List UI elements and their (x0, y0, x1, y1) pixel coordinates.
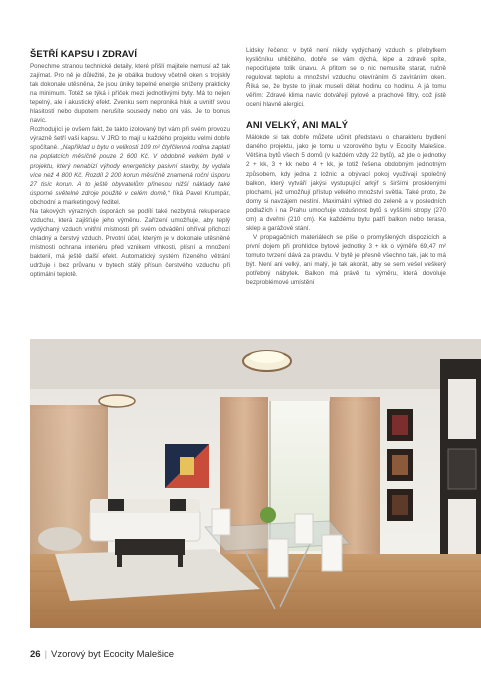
interior-photo (30, 339, 481, 628)
painting-icon (165, 444, 209, 488)
ceiling-lamp-icon (99, 395, 135, 407)
picture-frame-icon (387, 409, 413, 521)
paragraph: Málokde si tak dobře můžete učinit představu o charakteru bydlení daného projektu, jako je tomu u vzorového bytu v Ecocity Malešice. Většina bytů všech 5 domů (v každém vždy 22 bytů), až jde o jednotky 2 + kk, 3 + kk nebo 4 + kk, je totiž řešena obdobným jednotným způsobem, kdy jedna z ložnic a obývací pokoj využívají společný balkon, který vytváří jakýsi vystupující arkýř s širšími prosklenými plochami, jež umožňují přístup velkého množství světla. Také proto, že domy si navzájem nestíní. Maximální výhled do zeleně a v posledních podlažích i na Prahu umocňuje vzdušnost bytů s vyššími stropy (270 cm) a dveřmi (210 cm). Ke každému bytu patří balkon nebo terasa, sklep a garážové stání. (246, 134, 446, 232)
paragraph: Na takových výrazných úsporách se podílí také nezbytná rekuperace vzduchu, která zajišťuje jeho výměnu. Zařízení umožňuje, aby teplý vydýchaný vzduch vnitřní místnosti při svém odvádění ohříval přichozí chladný a čerstvý vzduch. Prvotní účel, kterým je v dokonale utěsněné místnosti ochrana interiéru před vznikem vlhkosti, plísní a množení bakterií, má ještě další efekt. Automatický systém řízeného větrání udržuje i bez průvanu v bytech stálý přísun čerstvého vzduchu při optimální teplotě. (30, 207, 230, 279)
quote-attribution: “ říká Pavel Krumpár, obchodní a marketingový ředitel. (30, 189, 230, 206)
paragraph: V propagačních materiálech se píše o promyšlených dispozicích a první dojem při prohlídce bytové jednotky 3 + kk o výměře 69,47 m² tomuto tvrzení dává za pravdu. V bytě je přesně všechno tak, jak to má být. Není ani velký, ani malý, je tak akorát, aby se sem vešel veškerý potřebný nábytek. Balkon má právě tu výměru, která dovoluje bezproblémové umístění (246, 233, 446, 287)
section-heading-saves: ŠETŘÍ KAPSU I ZDRAVÍ (30, 48, 138, 59)
left-column (30, 48, 230, 279)
paragraph-savings (30, 125, 230, 206)
quote: „Například u bytu o velikosti 109 m² čtyřčlenná rodina zaplatí na poplatcích měsíčně pouze 2 600 Kč. V obdobně velkém bytě v projektu, který nenabízí výhody energeticky pasivní stavby, by vydala více než 4 800 Kč. Rozdíl 2 200 korun měsíčně znamená roční úsporu 27 tisíc korun. A to ještě obyvatelům přinesou nižší náklady také úsporné světelné zdroje použité v celém domě, (30, 144, 230, 197)
right-column (246, 46, 446, 287)
page-number: 26 (30, 649, 41, 660)
page-footer (30, 649, 174, 660)
ceiling-lamp-icon (243, 351, 291, 371)
paragraph-lead: Rozhodující je ovšem fakt, že takto izolovaný byt vám při svém provozu výrazně šetří vaši kapsu. V JRD to mají u každého projektu velmi dobře spočítané. (30, 126, 230, 152)
footer-title: Vzorový byt Ecocity Malešice (51, 649, 175, 660)
paragraph: Ponechme stranou technické detaily, které přišlí majitele nemusí až tak zajímat. Pro ně je důležité, že je obálka budovy včetně oken s trojskly tak dokonale utěsněna, že jsou úniky tepelné energie sníženy prakticky na minimum. Totéž se týká i příček mezi jednotlivými byty. Má to nejen tepelný, ale i akustický efekt. Zvenku sem neproniká hluk a uvnitř svou hlasitostí nebo dupotem nerušíte sousedy nebo oni vás. Je to bonus navíc. (30, 63, 230, 125)
section-heading-size: ANI VELKÝ, ANI MALÝ (246, 119, 349, 131)
footer-separator: | (44, 649, 48, 660)
paragraph: Lidsky řečeno: v bytě není nikdy vydýchaný vzduch s přebytkem kysličníku uhličitého, dobře se vám dýchá, lépe a zdravě spíte, nepociťujete tolik únavu. A přitom se o nic nemusíte starat, ručně regulovat teplotu a množství vzduchu otevíráním či zavíráním oken. Říká se, že byste to jinak museli dělat hodinu co hodinu. A já tomu věřím: Zdravé klima navíc dotvářejí pylové a prachové filtry, což jistě ocení hlavně alergici. (246, 47, 446, 109)
